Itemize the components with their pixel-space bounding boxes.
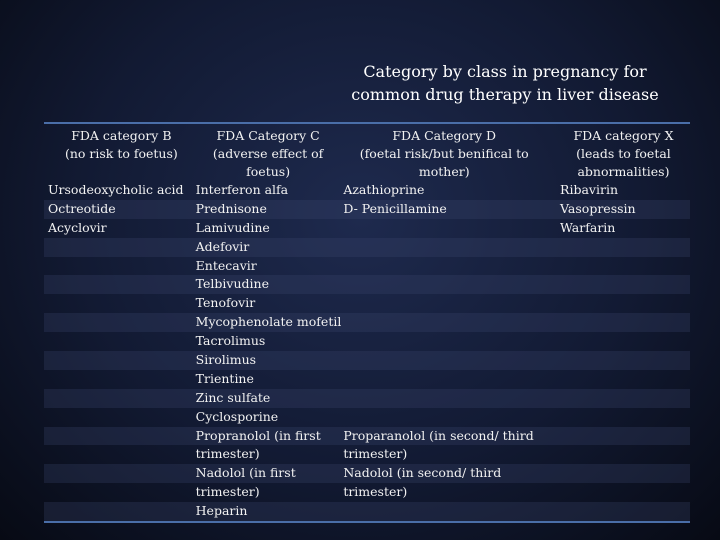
table-cell xyxy=(550,275,690,293)
table-row xyxy=(44,238,690,257)
table-cell xyxy=(550,257,690,275)
table-row xyxy=(44,351,690,370)
table-cell: Warfarin xyxy=(560,219,616,235)
table-cell xyxy=(343,408,550,426)
header-category-d xyxy=(342,124,547,181)
table-cell xyxy=(550,464,690,482)
table-row xyxy=(44,313,690,332)
table-cell xyxy=(44,257,196,275)
table-cell xyxy=(343,351,550,369)
table-cell: D- Penicillamine xyxy=(343,200,447,216)
table-cell: Vasopressin xyxy=(560,200,636,216)
table-cell xyxy=(44,483,196,501)
table-row xyxy=(44,332,690,351)
table-cell: Adefovir xyxy=(195,238,250,254)
table-cell xyxy=(44,332,196,350)
table-cell xyxy=(44,275,196,293)
table-cell: Zinc sulfate xyxy=(195,389,271,405)
table-cell: Entecavir xyxy=(195,257,257,273)
header-sublabel: (foetal risk/but benifical to xyxy=(359,146,529,161)
table-cell: Heparin xyxy=(195,503,248,519)
table-row xyxy=(44,200,690,219)
table-cell xyxy=(343,257,550,275)
table-cell: trimester) xyxy=(343,484,408,500)
table-cell xyxy=(550,445,690,463)
table-cell: Lamivudine xyxy=(195,219,270,235)
header-label: FDA category X xyxy=(573,128,674,143)
table-cell: Octreotide xyxy=(48,200,116,216)
table-cell xyxy=(550,238,690,256)
header-label: FDA Category C xyxy=(216,128,320,143)
table-cell xyxy=(44,313,196,331)
table-cell: Acyclovir xyxy=(48,219,107,235)
table-cell xyxy=(343,219,550,237)
table-row xyxy=(44,464,690,483)
table-row xyxy=(44,294,690,313)
table-cell xyxy=(343,332,550,350)
table-cell: Proparanolol (in second/ third xyxy=(343,427,534,443)
table-cell xyxy=(550,370,690,388)
table-cell xyxy=(44,464,196,482)
table-cell: Telbivudine xyxy=(195,276,269,292)
table-row xyxy=(44,408,690,427)
table-cell xyxy=(44,351,196,369)
table-row xyxy=(44,427,690,446)
table-row xyxy=(44,445,690,464)
table-row xyxy=(44,483,690,502)
table-cell xyxy=(343,502,550,520)
header-category-b xyxy=(44,124,195,181)
header-sublabel: (leads to foetal xyxy=(576,146,671,161)
table-cell xyxy=(44,370,196,388)
slide-title xyxy=(330,60,680,106)
header-sublabel: foetus) xyxy=(246,164,291,179)
table-cell: Propranolol (in first xyxy=(195,427,321,443)
table-cell: Tenofovir xyxy=(195,295,256,311)
table-cell xyxy=(44,445,196,463)
table-row xyxy=(44,219,690,238)
table-cell: Nadolol (in first xyxy=(195,465,296,481)
table-cell: Sirolimus xyxy=(195,352,257,368)
table-cell: Ribavirin xyxy=(560,182,618,197)
table-body xyxy=(44,181,690,521)
table-cell xyxy=(550,313,690,331)
table-cell xyxy=(550,483,690,501)
table-cell xyxy=(343,313,550,331)
table-cell: Prednisone xyxy=(195,200,267,216)
table-row xyxy=(44,257,690,276)
table-cell xyxy=(343,275,550,293)
table-row xyxy=(44,181,690,200)
table-cell xyxy=(343,294,550,312)
table-row xyxy=(44,502,690,521)
table-cell: trimester) xyxy=(195,446,260,462)
table-row xyxy=(44,389,690,408)
table-cell xyxy=(343,389,550,407)
slide-title-line-2: common drug therapy in liver disease xyxy=(351,85,659,104)
table-cell: Mycophenolate mofetil xyxy=(195,314,342,330)
table-cell xyxy=(550,294,690,312)
table-cell xyxy=(550,389,690,407)
table-cell xyxy=(550,332,690,350)
header-label: FDA Category D xyxy=(392,128,497,143)
table-cell xyxy=(44,389,196,407)
header-category-c xyxy=(195,124,342,181)
table-header-row xyxy=(44,124,690,181)
table-cell xyxy=(343,370,550,388)
table-cell xyxy=(550,351,690,369)
table-cell: Nadolol (in second/ third xyxy=(343,465,502,481)
table-cell: Azathioprine xyxy=(343,182,425,197)
slide-title-line-1: Category by class in pregnancy for xyxy=(363,62,647,81)
table-cell xyxy=(44,427,196,445)
table-row xyxy=(44,275,690,294)
header-sublabel: (adverse effect of xyxy=(212,146,324,161)
table-cell: trimester) xyxy=(195,484,260,500)
header-label: FDA category B xyxy=(71,128,172,143)
table-cell: trimester) xyxy=(343,446,408,462)
table-cell xyxy=(44,502,196,520)
fda-category-table xyxy=(44,122,690,523)
header-sublabel: mother) xyxy=(418,164,470,179)
table-cell xyxy=(44,294,196,312)
table-cell xyxy=(44,238,196,256)
table-cell: Interferon alfa xyxy=(195,182,289,197)
table-cell xyxy=(550,502,690,520)
header-sublabel: (no risk to foetus) xyxy=(64,146,178,161)
table-cell xyxy=(44,408,196,426)
table-cell: Cyclosporine xyxy=(195,408,279,424)
header-category-x xyxy=(547,124,690,181)
table-cell xyxy=(343,238,550,256)
table-cell xyxy=(550,427,690,445)
table-cell: Trientine xyxy=(195,370,254,386)
table-row xyxy=(44,370,690,389)
header-sublabel: abnormalities) xyxy=(577,164,670,179)
table-cell xyxy=(550,408,690,426)
table-cell: Tacrolimus xyxy=(195,333,266,349)
table-cell: Ursodeoxycholic acid xyxy=(48,182,184,197)
